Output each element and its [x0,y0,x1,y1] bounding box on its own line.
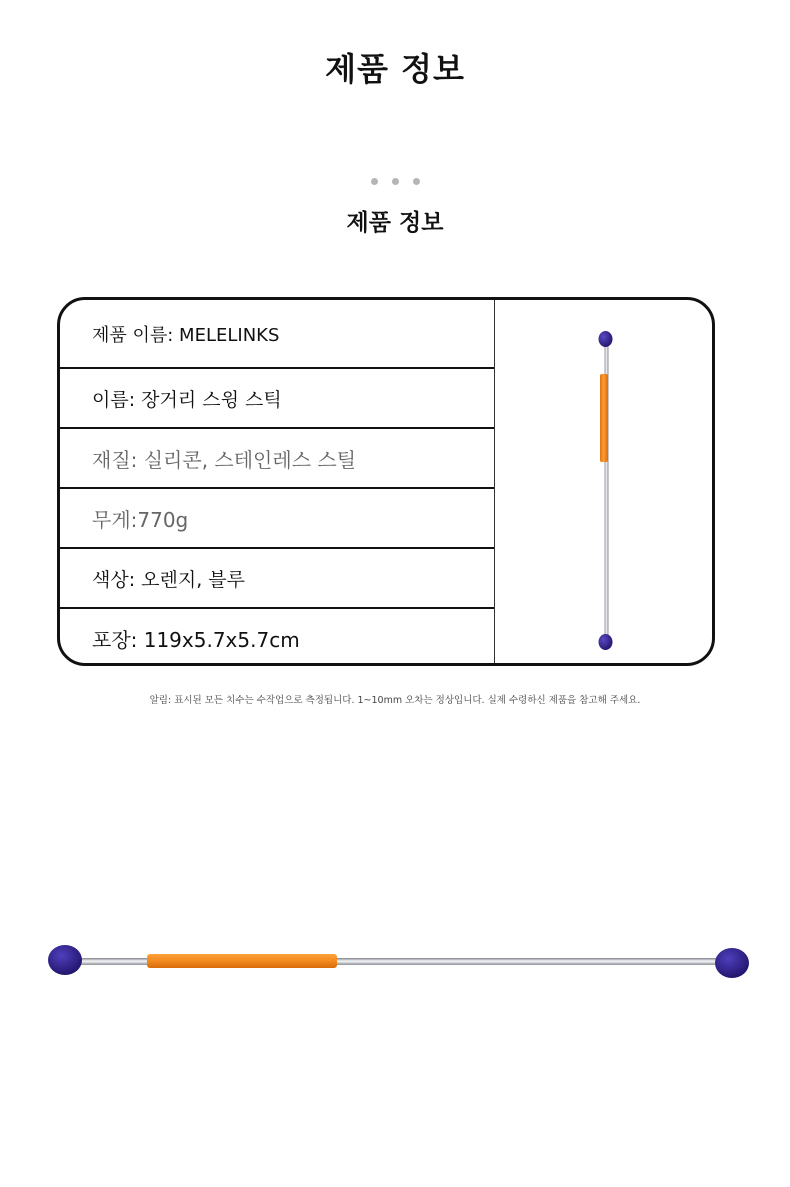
spec-table [57,297,715,666]
section-dots [0,170,790,189]
product-image-vertical [495,300,712,663]
page-title: 제품 정보 [325,50,465,88]
spec-row-material: 재질: 실리콘, 스테인레스 스틸 [60,429,494,489]
section-title: 제품 정보 [346,210,444,236]
spec-row-color: 색상: 오렌지, 블루 [60,549,494,609]
end-cap [715,948,749,978]
vertical-stick-illustration [495,300,712,663]
measurement-notice: 알림: 표시된 모든 치수는 수작업으로 측정됩니다. 1~10mm 오차는 정상입니다. 실제 수령하신 제품을 참고해 주세요. [149,695,641,706]
spec-row-name: 이름: 장거리 스윙 스틱 [60,369,494,429]
grip [600,374,608,462]
spec-row-weight: 무게:770g [60,489,494,549]
end-cap [599,634,613,650]
dot [413,178,420,185]
dot [371,178,378,185]
end-cap [599,331,613,347]
spec-rows [60,300,494,663]
grip [147,954,337,968]
dot [392,178,399,185]
spec-row-product-name: 제품 이름: MELELINKS [60,300,494,369]
horizontal-stick-illustration [40,930,760,990]
end-cap [48,945,82,975]
spec-row-package: 포장: 119x5.7x5.7cm [92,628,300,652]
product-image-horizontal [40,930,760,990]
